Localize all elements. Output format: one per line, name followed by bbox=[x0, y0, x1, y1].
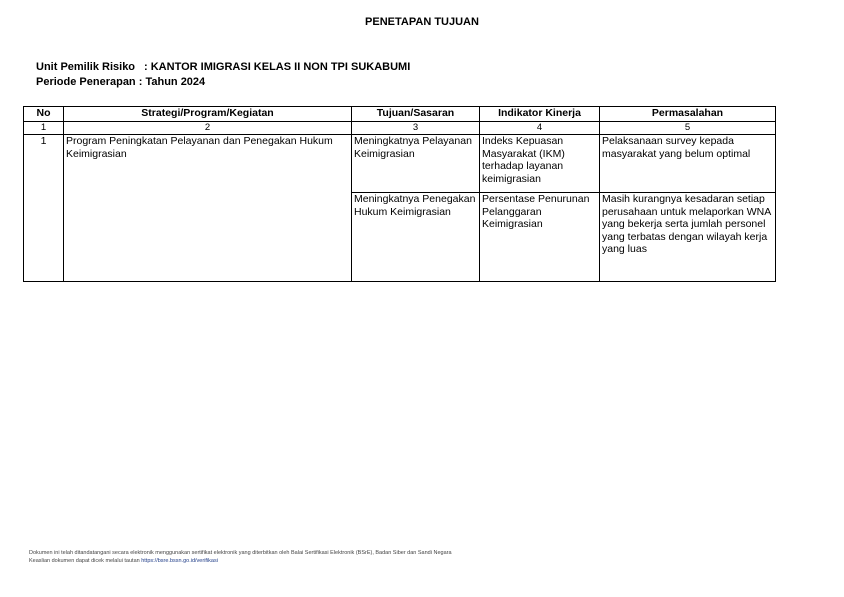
footer-line-2 bbox=[29, 557, 452, 565]
risk-owner-label: Unit Pemilik Risiko bbox=[36, 61, 136, 73]
column-number: 5 bbox=[600, 122, 776, 135]
column-number: 1 bbox=[24, 122, 64, 135]
column-number: 2 bbox=[64, 122, 352, 135]
indicator-cell: Indeks Kepuasan Masyarakat (IKM) terhadap layanan keimigrasian bbox=[480, 135, 600, 193]
column-number: 3 bbox=[352, 122, 480, 135]
strategy-cell: Program Peningkatan Pelayanan dan Penegakan Hukum Keimigrasian bbox=[64, 135, 352, 282]
row-number: 1 bbox=[24, 135, 64, 282]
header-problem: Permasalahan bbox=[600, 107, 776, 122]
goal-cell: Meningkatnya Penegakan Hukum Keimigrasian bbox=[352, 193, 480, 282]
risk-owner-separator: : bbox=[144, 61, 148, 73]
period-label: Periode Penerapan bbox=[36, 76, 136, 88]
column-number-row bbox=[24, 122, 776, 135]
header-goal: Tujuan/Sasaran bbox=[352, 107, 480, 122]
objectives-table bbox=[23, 106, 776, 282]
period-separator: : bbox=[138, 76, 143, 88]
period-value: Tahun 2024 bbox=[145, 76, 206, 88]
indicator-cell: Persentase Penurunan Pelanggaran Keimigrasian bbox=[480, 193, 600, 282]
problem-cell: Masih kurangnya kesadaran setiap perusahaan untuk melaporkan WNA yang bekerja serta jumlah personel yang terbatas dengan wilayah kerja yang luas bbox=[600, 193, 776, 282]
risk-owner-line bbox=[36, 61, 410, 73]
header-row bbox=[24, 107, 776, 122]
table-row bbox=[24, 135, 776, 193]
risk-owner-value: KANTOR IMIGRASI KELAS II NON TPI SUKABUMI bbox=[150, 61, 411, 73]
period-line bbox=[36, 76, 205, 88]
verification-link[interactable]: https://bsre.bssn.go.id/verifikasi bbox=[141, 558, 218, 564]
page-title: PENETAPAN TUJUAN bbox=[365, 16, 479, 28]
header-strategy: Strategi/Program/Kegiatan bbox=[64, 107, 352, 122]
footer-line-2-prefix: Keaslian dokumen dapat dicek melalui tautan bbox=[29, 558, 140, 564]
goal-cell: Meningkatnya Pelayanan Keimigrasian bbox=[352, 135, 480, 193]
footer-line-1: Dokumen ini telah ditandatangani secara elektronik menggunakan sertifikat elektronik yang diterbitkan oleh Balai Sertifikasi Elektronik (BSrE), Badan Siber dan Sandi Negara bbox=[29, 550, 452, 556]
column-number: 4 bbox=[480, 122, 600, 135]
problem-cell: Pelaksanaan survey kepada masyarakat yang belum optimal bbox=[600, 135, 776, 193]
header-no: No bbox=[24, 107, 64, 122]
header-indicator: Indikator Kinerja bbox=[480, 107, 600, 122]
signature-footer bbox=[29, 549, 452, 565]
